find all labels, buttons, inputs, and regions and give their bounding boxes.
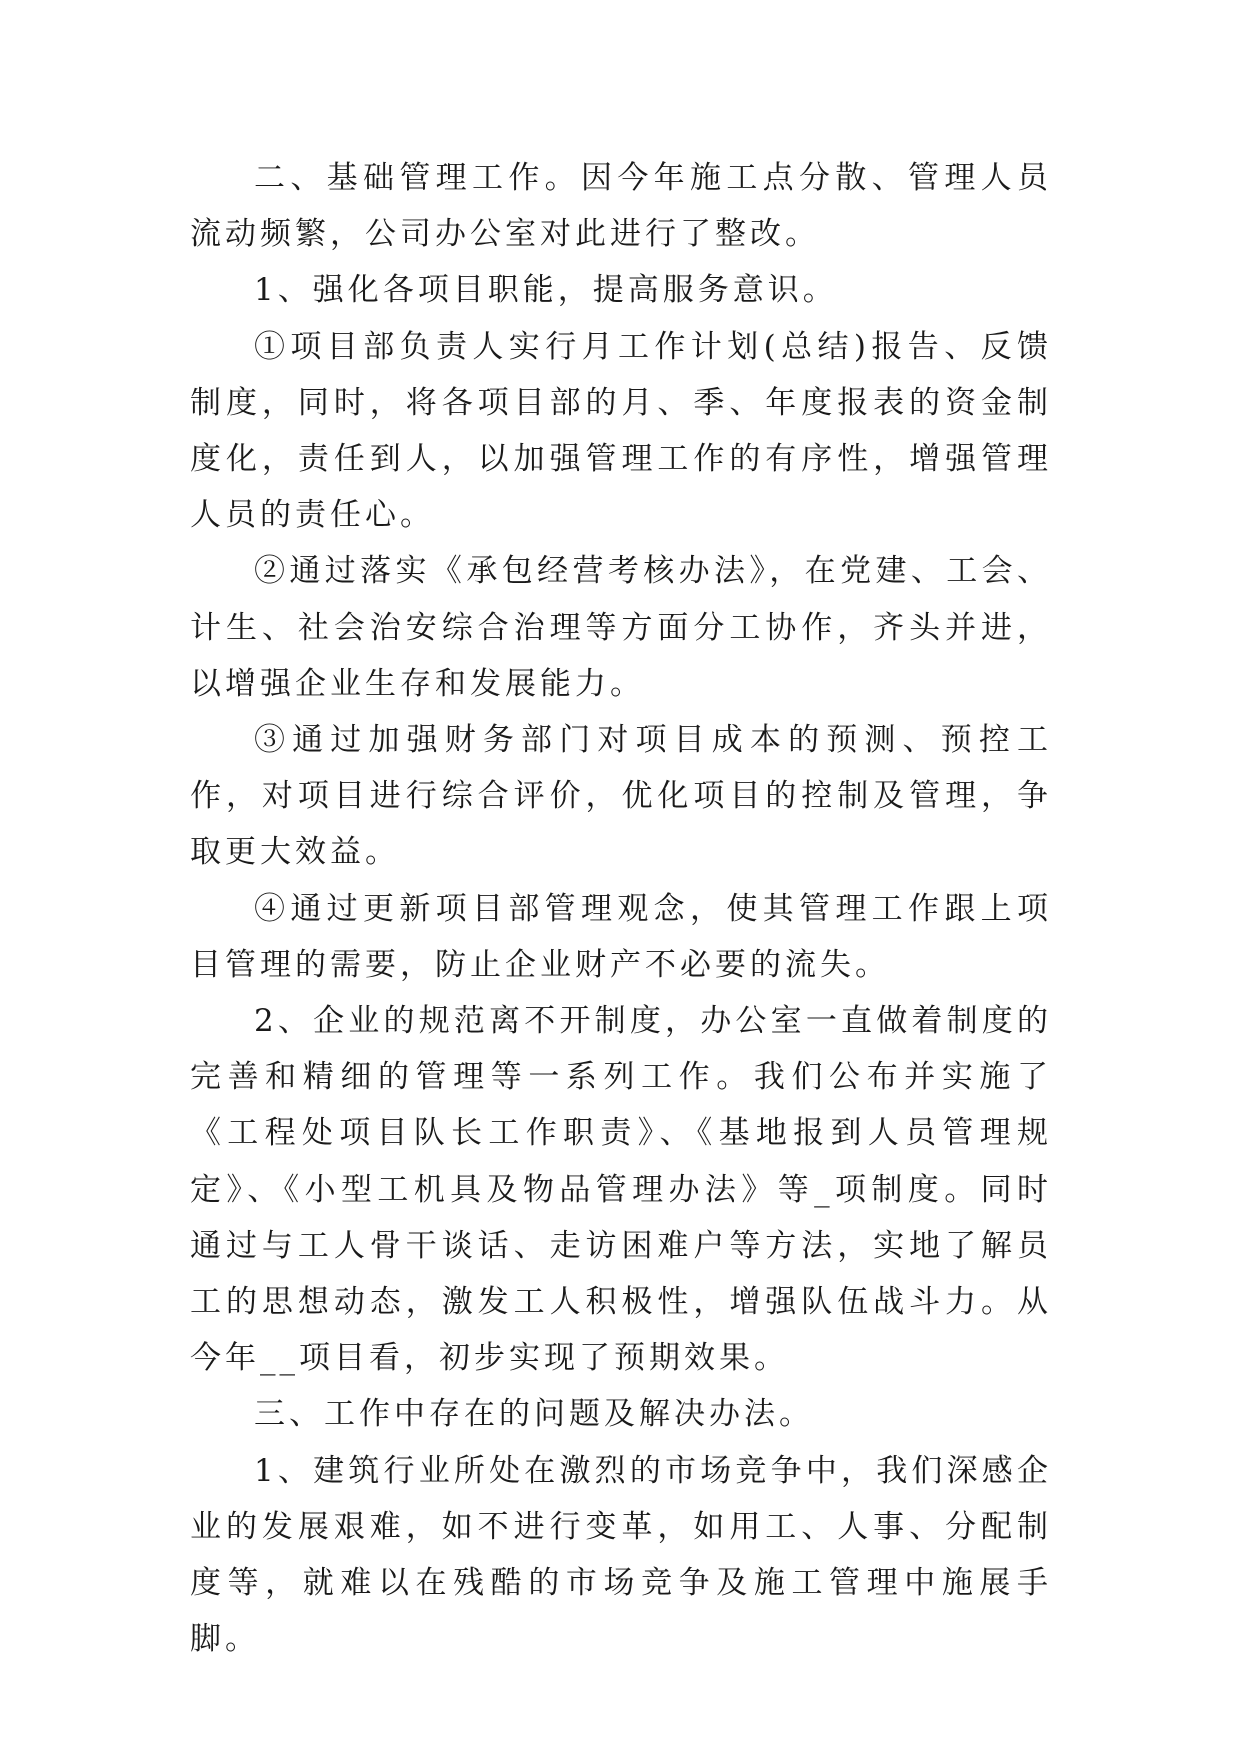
paragraph-item-1-strengthen-functions: 1、强化各项目职能，提高服务意识。 <box>254 272 838 309</box>
paragraph-problem-1-competition: 1、建筑行业所处在激烈的市场竞争中，我们深感企业的发展艰难，如不进行变革，如用工、人事、分配制度等，就难以在残酷的市场竞争及施工管理中施展手脚。 <box>190 1452 1052 1658</box>
paragraph-item-2-regulations: 2、企业的规范离不开制度，办公室一直做着制度的完善和精细的管理等一系列工作。我们公布并实施了《工程处项目队长工作职责》、《基地报到人员管理规定》、《小型工机具及物品管理办法》等_项制度。同时通过与工人骨干谈话、走访困难户等方法，实地了解员工的思想动态，激发工人积极性，增强队伍战斗力。从今年__项目看，初步实现了预期效果。 <box>190 1003 1052 1377</box>
paragraph-subitem-3-cost-control: ③通过加强财务部门对项目成本的预测、预控工作，对项目进行综合评价，优化项目的控制及管理，争取更大效益。 <box>190 722 1052 871</box>
paragraph-basic-management: 二、基础管理工作。因今年施工点分散、管理人员流动频繁，公司办公室对此进行了整改。 <box>190 160 1052 253</box>
paragraph-subitem-1-monthly-plan: ①项目部负责人实行月工作计划(总结)报告、反馈制度，同时，将各项目部的月、季、年度报表的资金制度化，责任到人，以加强管理工作的有序性，增强管理人员的责任心。 <box>190 328 1052 534</box>
document-body <box>190 150 1052 1667</box>
paragraph-problems-heading: 三、工作中存在的问题及解决办法。 <box>254 1396 814 1433</box>
paragraph-subitem-2-contract-assessment: ②通过落实《承包经营考核办法》，在党建、工会、计生、社会治安综合治理等方面分工协作，齐头并进，以增强企业生存和发展能力。 <box>190 553 1052 702</box>
paragraph-subitem-4-management-concept: ④通过更新项目部管理观念，使其管理工作跟上项目管理的需要，防止企业财产不必要的流失。 <box>190 890 1052 983</box>
